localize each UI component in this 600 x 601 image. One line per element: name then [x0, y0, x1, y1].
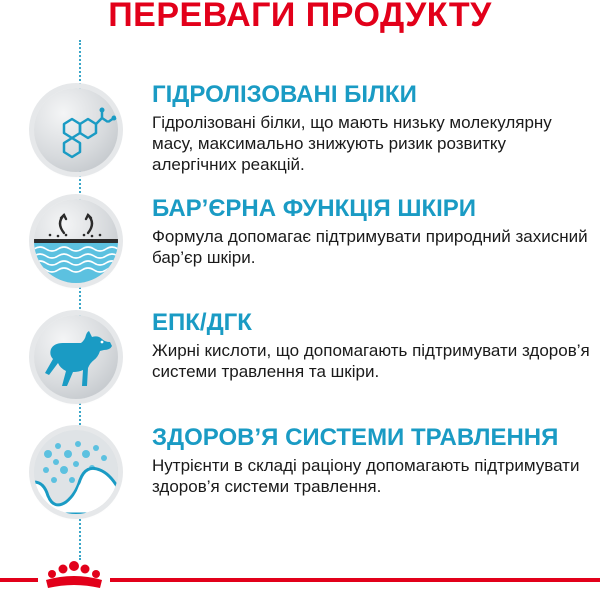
- molecule-icon: [34, 88, 118, 172]
- royal-canin-crown-icon: [38, 560, 110, 596]
- benefit-text: Нутрієнти в складі раціону допомагають підтримувати здоров’я системи травлення.: [152, 456, 580, 496]
- page-title: ПЕРЕВАГИ ПРОДУКТУ: [108, 0, 492, 34]
- benefit-text: Жирні кислоти, що допомагають підтримувати здоров’я системи травлення та шкіри.: [152, 341, 590, 381]
- benefit-text: Гідролізовані білки, що мають низьку молекулярну масу, максимально знижують ризик розвитку алергічних реакцій.: [152, 113, 552, 174]
- digestive-icon: [34, 430, 118, 514]
- benefit-heading: ЗДОРОВ’Я СИСТЕМИ ТРАВЛЕННЯ: [152, 424, 559, 451]
- skin-barrier-icon: [34, 199, 118, 283]
- benefit-heading: ЕПК/ДГК: [152, 309, 252, 336]
- benefit-heading: ГІДРОЛІЗОВАНІ БІЛКИ: [152, 81, 417, 108]
- benefit-heading: БАР’ЄРНА ФУНКЦІЯ ШКІРИ: [152, 195, 477, 222]
- benefit-text: Формула допомагає підтримувати природний захисний бар’єр шкіри.: [152, 227, 588, 267]
- dog-icon: [34, 315, 118, 399]
